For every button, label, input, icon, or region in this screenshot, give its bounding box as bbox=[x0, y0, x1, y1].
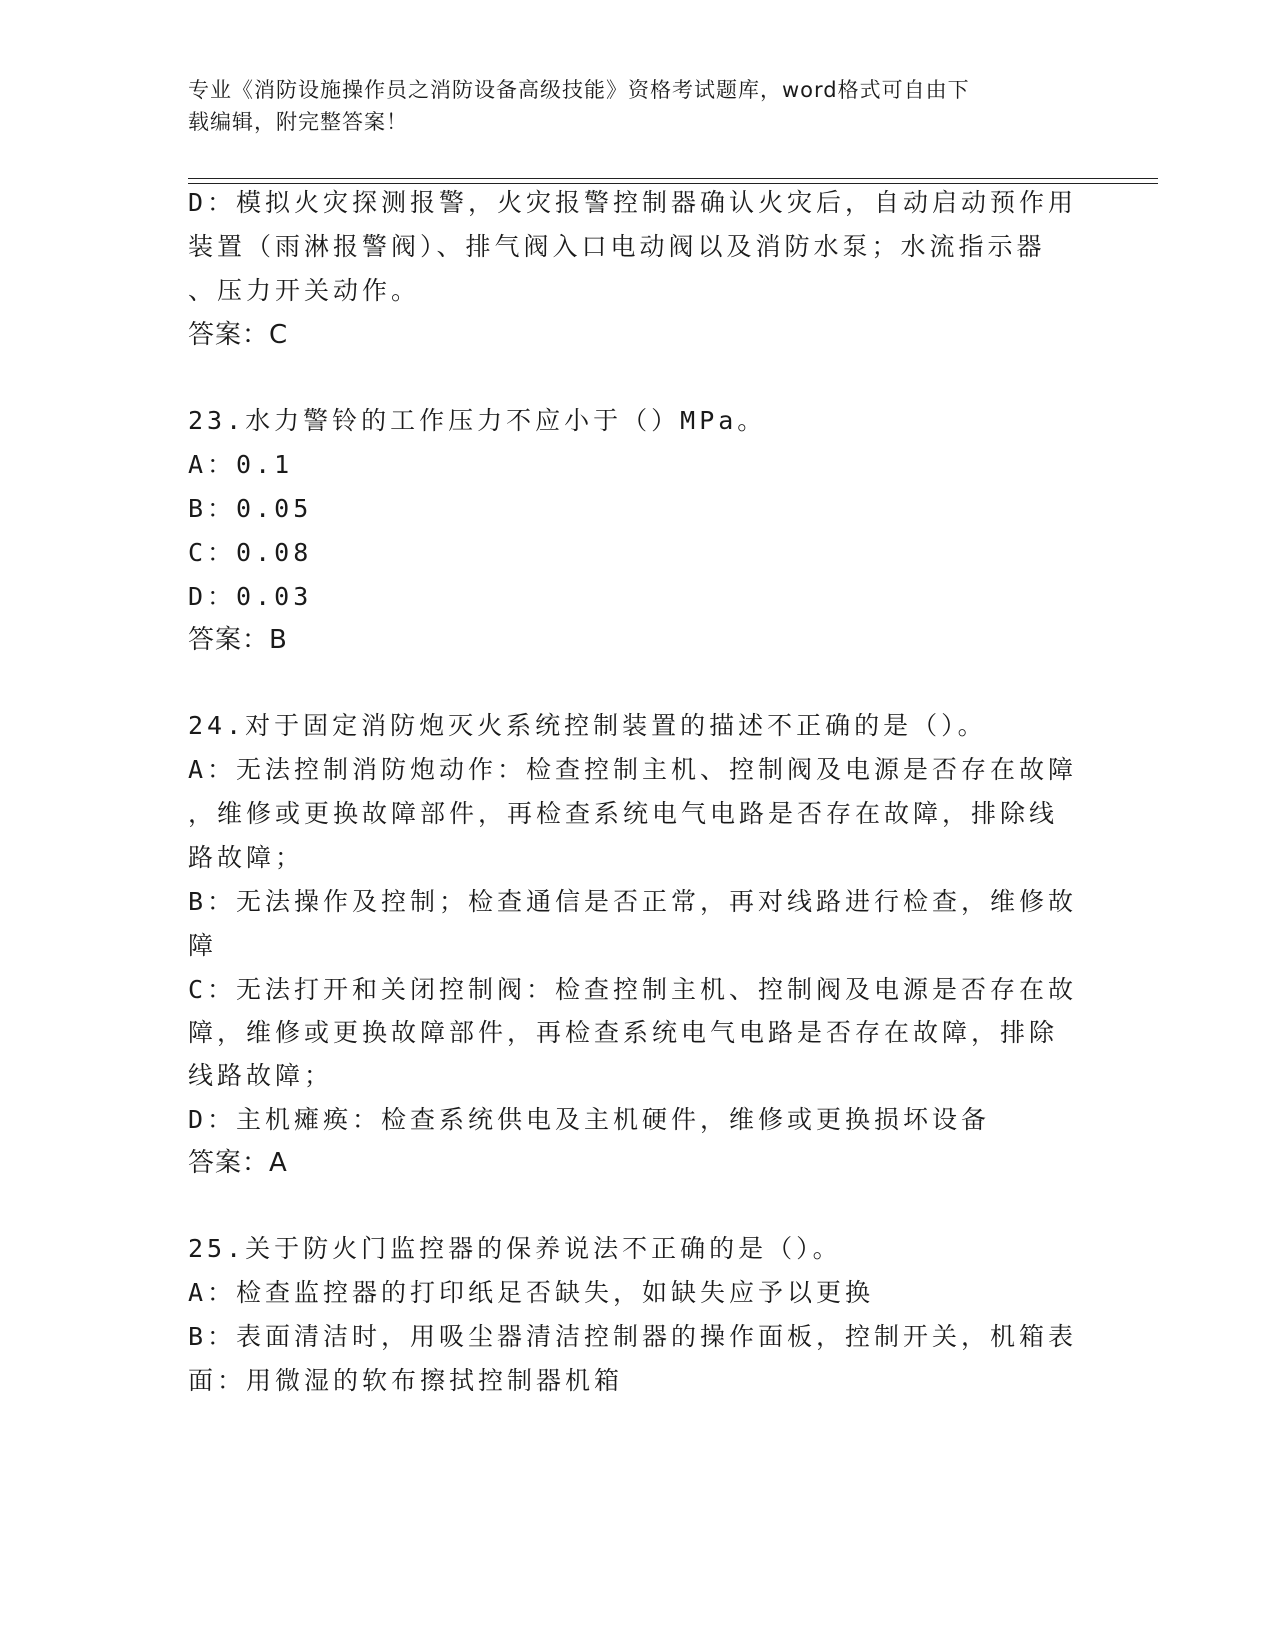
q25-option-b-line-1: B：表面清洁时，用吸尘器清洁控制器的操作面板，控制开关，机箱表 bbox=[188, 1322, 1078, 1351]
q24-option-b-line-2: 障 bbox=[188, 931, 218, 960]
q23-option-b: B：0.05 bbox=[188, 494, 313, 523]
q24-option-b-line-1: B：无法操作及控制；检查通信是否正常，再对线路进行检查，维修故 bbox=[188, 887, 1078, 916]
document-header bbox=[188, 74, 1068, 138]
q23-option-a: A：0.1 bbox=[188, 450, 294, 479]
header-line-1: 专业《消防设施操作员之消防设备高级技能》资格考试题库，word格式可自由下 bbox=[188, 78, 970, 102]
q24-option-c-line-1: C：无法打开和关闭控制阀：检查控制主机、控制阀及电源是否存在故 bbox=[188, 975, 1078, 1004]
q24-answer: 答案：A bbox=[188, 1148, 288, 1178]
q25-option-a: A：检查监控器的打印纸足否缺失，如缺失应予以更换 bbox=[188, 1278, 875, 1307]
q25-stem: 25.关于防火门监控器的保养说法不正确的是（）。 bbox=[188, 1234, 842, 1263]
q22-option-d-line-2: 装置（雨淋报警阀）、排气阀入口电动阀以及消防水泵；水流指示器 bbox=[188, 232, 1046, 261]
header-rule-bottom bbox=[188, 183, 1158, 184]
q24-option-a-line-2: ，维修或更换故障部件，再检查系统电气电路是否存在故障，排除线 bbox=[188, 799, 1059, 828]
q24-option-a-line-3: 路故障； bbox=[188, 843, 305, 872]
q24-stem: 24.对于固定消防炮灭火系统控制装置的描述不正确的是（）。 bbox=[188, 711, 987, 740]
q24-option-c-line-3: 线路故障； bbox=[188, 1061, 334, 1090]
q23-answer: 答案：B bbox=[188, 625, 288, 655]
header-rule-top bbox=[188, 178, 1158, 179]
q24-option-a-line-1: A：无法控制消防炮动作：检查控制主机、控制阀及电源是否存在故障 bbox=[188, 755, 1078, 784]
header-line-2: 载编辑，附完整答案！ bbox=[188, 110, 408, 134]
q22-option-d-line-1: D：模拟火灾探测报警，火灾报警控制器确认火灾后，自动启动预作用 bbox=[188, 188, 1078, 217]
q25-option-b-line-2: 面：用微湿的软布擦拭控制器机箱 bbox=[188, 1366, 624, 1395]
q23-stem: 23.水力警铃的工作压力不应小于（）MPa。 bbox=[188, 406, 767, 435]
q22-answer: 答案：C bbox=[188, 320, 289, 350]
q24-option-c-line-2: 障，维修或更换故障部件，再检查系统电气电路是否存在故障，排除 bbox=[188, 1018, 1059, 1047]
q24-option-d: D：主机瘫痪：检查系统供电及主机硬件，维修或更换损坏设备 bbox=[188, 1105, 991, 1134]
q23-option-d: D：0.03 bbox=[188, 582, 313, 611]
q23-option-c: C：0.08 bbox=[188, 538, 313, 567]
q22-option-d-line-3: 、压力开关动作。 bbox=[188, 276, 421, 305]
